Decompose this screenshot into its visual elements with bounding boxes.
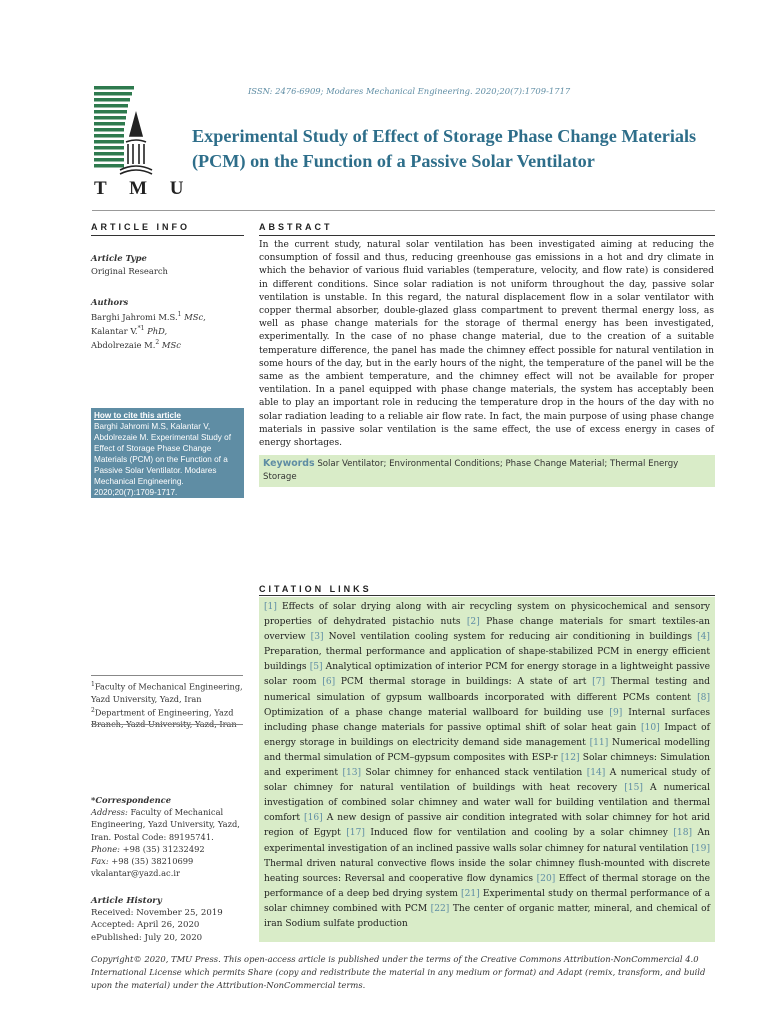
correspondence-address (91, 806, 243, 843)
article-type-block (91, 252, 243, 277)
citation-text-1: Effects of solar drying along with air recycling system on physicochemical and sensory properties of dehydrated pistachio nuts (264, 602, 710, 628)
citation-link-17[interactable]: [17] (346, 828, 365, 839)
citation-link-12[interactable]: [12] (560, 752, 580, 763)
affiliation-rule-bottom (91, 724, 243, 725)
keywords-box (259, 455, 715, 487)
citation-links-heading: CITATION LINKS (259, 584, 372, 594)
citation-text-20: Effect of thermal storage on the performance of a deep bed drying system (264, 873, 710, 899)
citation-link-1[interactable]: [1] (264, 602, 277, 612)
author-3-name: Abdolrezaie M. (91, 340, 156, 351)
citation-text-12: Solar chimneys: Simulation and experiment (264, 752, 711, 779)
affiliation-1 (91, 679, 243, 705)
article-title (192, 124, 732, 174)
author-3-sup: 2 (155, 339, 160, 347)
correspondence-block (91, 794, 243, 879)
title-line-2: (PCM) on the Function of a Passive Solar Ventilator (192, 151, 595, 171)
correspondence-heading: *Correspondence (91, 795, 171, 805)
affiliation-1-sup: 1 (91, 681, 95, 688)
citation-link-10[interactable]: [10] (641, 722, 660, 733)
phone-text: +98 (35) 31232492 (119, 843, 205, 854)
affiliation-2 (91, 705, 243, 731)
article-info-heading: ARTICLE INFO (91, 222, 190, 232)
citation-link-19[interactable]: [19] (691, 843, 710, 854)
citation-text-9: Internal surfaces including phase change materials for passive optimal shift of solar heat gain (264, 707, 710, 733)
abstract-text: In the current study, natural solar ventilation has been investigated aiming at reducing the consumption of fossil and thus, reducing greenhouse gas emissions in a hot and dry climate in which the behavior of various fluid variables (temperature, velocity, and flow rate) is considered in different conditions. Since solar radiation is not uniform throughout the day, passive solar ventilation is unstable. In this regard, the natural displacement flow in a solar ventilator with copper thermal absorber, double-glazed glass compartment to prevent thermal energy loss, as well as phase change materials for the storage of thermal energy has been investigated, experimentally. In the case of no phase change material, due to the creation of a suitable temperature difference, the panel has made the chimney effect possible for natural ventilation in some hours of the day, but in the early hours of the night, the temperature of the panel will be the same as the ambient temperature, and the chimney effect will not be available for proper ventilation. In a panel equipped with phase change materials, the system has acceptably been able to play an important role in reducing the temperature drop in the hours of the day with no solar radiation leading to a reliable air flow rate. In fact, the main purpose of using phase change materials in passive solar ventilation is the same effect, the use of excess energy in cases of energy shortages. (259, 240, 714, 449)
address-label: Address: (91, 807, 128, 818)
citation-link-4[interactable]: [4] (697, 632, 710, 643)
correspondence-email[interactable]: vkalantar@yazd.ac.ir (91, 868, 180, 879)
author-3-degree: MSc (159, 340, 181, 351)
citation-link-6[interactable]: [6] (322, 677, 336, 688)
logo-text: T M U (94, 178, 193, 199)
how-to-cite-box (91, 408, 244, 498)
citation-text-10: Impact of energy storage in buildings on electricity demand side management (264, 722, 711, 748)
author-2 (91, 323, 243, 337)
citation-text-5: Analytical optimization of interior PCM for energy storage in a lightweight passive solar room (264, 662, 710, 688)
history-accepted: Accepted: April 26, 2020 (91, 920, 200, 931)
phone-label: Phone: (91, 843, 120, 854)
citation-link-18[interactable]: [18] (673, 828, 693, 839)
abstract-rule (259, 235, 715, 236)
citation-text-8: Optimization of a phase change material wallboard for building use (264, 707, 610, 718)
citation-links-rule (259, 595, 715, 596)
author-1 (91, 309, 243, 323)
keywords-label: Keywords (263, 458, 315, 469)
fax-text: +98 (35) 38210699 (108, 856, 194, 867)
citation-text-3: Novel ventilation cooling system for reducing air conditioning in buildings (323, 632, 698, 643)
affiliation-rule-top (91, 675, 243, 676)
authors-label: Authors (91, 297, 129, 307)
keywords-text: Solar Ventilator; Environmental Conditions; Phase Change Material; Thermal Energy Storage (263, 459, 679, 482)
citation-text-7: Thermal testing and numerical simulation of gypsum wallboards incorporated with different PCMs content (264, 677, 711, 703)
affiliations-block (91, 679, 243, 730)
citation-link-7[interactable]: [7] (592, 677, 606, 688)
citation-text-4: Preparation, thermal performance and application of shape-stabilized PCM in energy efficient buildings (264, 647, 710, 673)
author-2-name: Kalantar V. (91, 325, 138, 336)
citation-link-3[interactable]: [3] (310, 632, 324, 643)
citation-text-17: Induced flow for ventilation and cooling by a solar chimney (364, 828, 674, 839)
correspondence-fax (91, 855, 243, 867)
citation-link-2[interactable]: [2] (466, 617, 480, 628)
affiliation-1-text: Faculty of Mechanical Engineering, Yazd University, Yazd, Iran (91, 681, 243, 704)
history-block (91, 895, 243, 944)
author-1-name: Barghi Jahromi M.S. (91, 311, 178, 322)
citation-text-21: Experimental study on thermal performance of a solar chimney combined with PCM (264, 888, 710, 914)
article-type-label: Article Type (91, 253, 147, 263)
affiliation-2-sup: 2 (91, 706, 95, 714)
citation-text-16: A new design of passive air condition integrated with solar chimney for hot arid region of Egypt (264, 813, 710, 839)
citation-links-box (259, 597, 715, 942)
citation-link-22[interactable]: [22] (430, 903, 450, 914)
citation-link-9[interactable]: [9] (609, 707, 623, 718)
article-info-rule (91, 235, 244, 236)
citation-text-11: Numerical modelling and thermal simulation of PCM–gypsum composites with ESP-r (264, 737, 711, 763)
citation-text-6: PCM thermal storage in buildings: A state of art (335, 677, 593, 688)
abstract-heading: ABSTRACT (259, 222, 333, 232)
citation-text-15: A numerical investigation of combined solar chimney and water wall for building ventilation and thermal comfort (264, 783, 710, 824)
citation-text-18: An experimental investigation of an inclined passive walls solar chimney for natural ventilation (264, 828, 710, 854)
history-epublished: ePublished: July 20, 2020 (91, 932, 203, 943)
citation-link-16[interactable]: [16] (304, 813, 323, 824)
affiliation-2-text: Department of Engineering, Yazd Branch, Yazd University, Yazd, Iran (91, 707, 237, 730)
citation-link-20[interactable]: [20] (536, 873, 556, 884)
citation-link-5[interactable]: [5] (309, 662, 323, 673)
author-1-degree: MSc, (181, 311, 206, 322)
author-2-degree: PhD, (144, 325, 168, 336)
author-3 (91, 337, 243, 351)
citation-text-2: Phase change materials for smart textiles-an overview (264, 617, 710, 643)
title-line-1: Experimental Study of Effect of Storage Phase Change Materials (192, 126, 697, 146)
issn-line: ISSN: 2476-6909; Modares Mechanical Engineering. 2020;20(7):1709-1717 (248, 86, 571, 96)
citation-text-13: Solar chimney for enhanced stack ventilation (361, 768, 587, 779)
citation-link-13[interactable]: [13] (342, 768, 362, 779)
history-heading: Article History (91, 896, 162, 906)
citation-link-8[interactable]: [8] (697, 692, 710, 703)
header-divider (92, 210, 715, 211)
how-to-cite-heading: How to cite this article (94, 411, 181, 420)
author-1-sup: 1 (177, 310, 182, 318)
article-type-value: Original Research (91, 265, 168, 276)
citation-text-19: Thermal driven natural convective flows inside the solar chimney flush-mounted with discrete heating sources: Reversal and cooperative flow dynamics (264, 858, 710, 884)
citation-link-14[interactable]: [14] (586, 768, 606, 779)
citation-link-11[interactable]: [11] (589, 737, 609, 748)
authors-block (91, 296, 243, 352)
how-to-cite-text: Barghi Jahromi M.S, Kalantar V, Abdolrezaie M. Experimental Study of Effect of Storage Phase Change Materials (PCM) on the Function of a Passive Solar Ventilator. Modares Mechanical Engineering. 2020;20(7):1709-1717. (94, 422, 231, 497)
citation-text-14: A numerical study of solar chimney for natural ventilation of buildings with heat recovery (264, 768, 710, 794)
history-received: Received: November 25, 2019 (91, 908, 223, 919)
correspondence-phone (91, 843, 243, 855)
author-2-sup: *1 (137, 324, 145, 332)
address-text: Faculty of Mechanical Engineering, Yazd University, Yazd, Iran. Postal Code: 89195741. (91, 807, 240, 842)
citation-link-15[interactable]: [15] (624, 783, 643, 794)
citation-text-22: The center of organic matter, mineral, and chemical of iran Sodium sulfate production (264, 903, 711, 929)
copyright-notice: Copyright© 2020, TMU Press. This open-access article is published under the terms of the Creative Commons Attribution-NonCommercial 4.0 International License which permits Share (copy and redistribute the material in any medium or format) and Adapt (remix, transform, and build upon the material) under the Attribution-NonCommercial terms. (91, 954, 706, 990)
fax-label: Fax: (91, 856, 109, 867)
citation-link-21[interactable]: [21] (461, 888, 480, 899)
